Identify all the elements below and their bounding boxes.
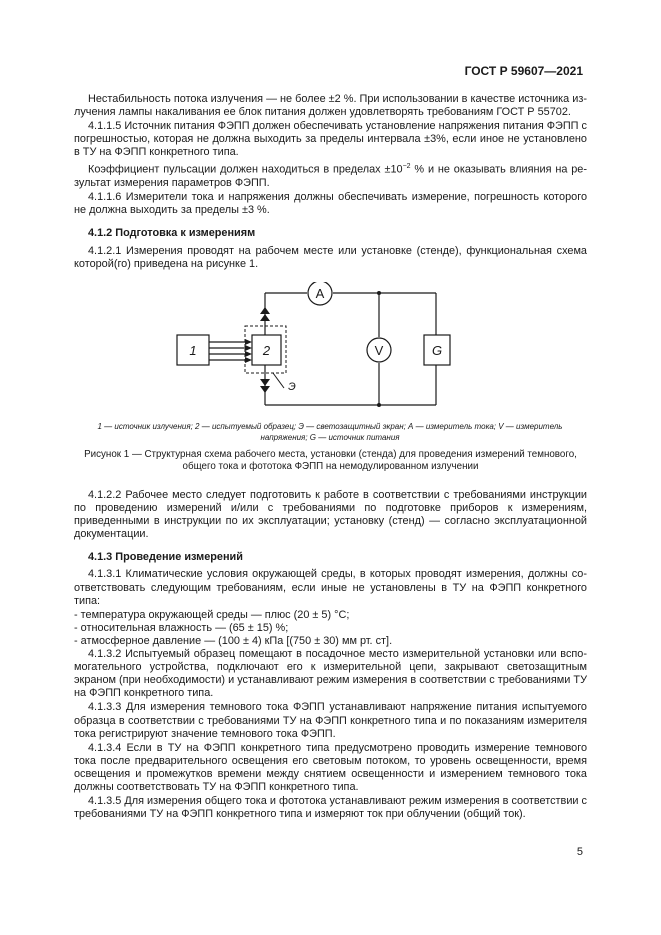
paragraph-4-1-3-2: 4.1.3.2 Испытуемый образец помещают в посадочное место измерительной установки или вспомогательного устройства, подключают его к измерительной цепи, закрывают светозащитным экраном (при необходимости) и устанавливают режим измерения в соответствии с требованиями ТУ на ФЭПП конкретного типа. [74,648,587,700]
paragraph-4-1-1-6: 4.1.1.6 Измерители тока и напряжения должны обеспечивать измерение, погрешность которого не должна выходить за пределы ±3 %. [74,191,587,217]
label-source: 1 [189,343,197,358]
figure-1-schematic [74,282,587,417]
ripple-rest: % и не оказывать влияния на результат измерения параметров ФЭПП. [74,164,587,190]
junction-bottom [377,403,381,407]
label-voltmeter: V [374,343,384,358]
junction-top [377,291,381,295]
paragraph-4-1-1-5: 4.1.1.5 Источник питания ФЭПП должен обеспечивать установление напряжения питания ФЭПП с погрешностью, которая не должна выходить за пределы интервала ±3%, если иное не установлено в ТУ на ФЭПП конкретного типа. [74,120,587,159]
label-ammeter: A [315,286,325,301]
caption-line-1: Рисунок 1 — Структурная схема рабочего места, установки (стенда) для проведения измерений темнового, [84,449,577,460]
ripple-text: Коэффициент пульсации должен находиться в пределах ±10 [88,164,403,177]
paragraph-4-1-2-1: 4.1.2.1 Измерения проводят на рабочем месте или установке (стенде), функциональная схема которой(го) приведена на рисунке 1. [74,244,587,270]
paragraph-4-1-3-4: 4.1.3.4 Если в ТУ на ФЭПП конкретного типа предусмотрено проводить измерение темнового тока после предварительного освещения его световым потоком, то уровень освещенности, время освещения и промежутков времени между снятием освещенности и измерением темнового тока должны соответствовать ТУ на ФЭПП конкретного типа. [74,741,587,793]
list-item-pressure: - атмосферное давление — (100 ± 4) кПа [(750 ± 30) мм рт. ст]. [74,634,393,647]
list-item-temperature: - температура окружающей среды — плюс (20 ± 5) °С; [74,608,350,621]
ripple-exponent: −2 [402,163,411,171]
page-number: 5 [576,846,583,858]
legend-line-1: 1 — источник излучения; 2 — испытуемый образец; Э — светозащитный экран; А — измеритель тока; V — измеритель [97,422,563,431]
circuit-diagram [74,282,587,417]
heading-4-1-3: 4.1.3 Проведение измерений [88,551,243,564]
list-item-humidity: - относительная влажность — (65 ± 15) %; [74,621,289,634]
text-block-bottom [74,489,587,822]
paragraph-ripple [74,160,587,190]
paragraph-4-1-3-5: 4.1.3.5 Для измерения общего тока и фототока устанавливают режим измерения в соответствии с требованиями ТУ на ФЭПП конкретного типа и измеряют ток при облучении (общий ток). [74,795,587,821]
label-screen: Э [288,381,296,393]
paragraph-4-1-2-2: 4.1.2.2 Рабочее место следует подготовить к работе в соответствии с требованиями инструкции по проведению измерений и/или с требованиями по подготовке приборов к измерениям, приведенными в инструкции по их эксплуатации; установку (стенд) — согласно эксплуатационной документации. [74,489,587,541]
figure-caption [74,449,587,473]
paragraph-flux-instability: Нестабильность потока излучения — не более ±2 %. При использовании в качестве источника излучения лампы накаливания ее блок питания должен удовлетворять требованиям ГОСТ Р 55702. [74,93,587,119]
paragraph-4-1-3-3: 4.1.3.3 Для измерения темнового тока ФЭПП устанавливают напряжение питания испытуемого образца в соответствии с требованиями ТУ на ФЭПП конкретного типа и по показаниям измерителя тока регистрируют значение темнового тока ФЭПП. [74,701,587,740]
legend-line-2: напряжения; G — источник питания [260,433,400,442]
document-code: ГОСТ Р 59607—2021 [464,64,583,78]
label-sample: 2 [262,343,271,358]
figure-legend [60,421,600,443]
text-block-top [74,93,587,272]
label-supply: G [431,343,443,358]
paragraph-4-1-3-1: 4.1.3.1 Климатические условия окружающей среды, в которых проводят измерения, должны соответствовать следующим требованиям, если иные не установлены в ТУ на ФЭПП конкретного типа: [74,568,587,607]
heading-4-1-2: 4.1.2 Подготовка к измерениям [88,227,256,240]
caption-line-2: общего тока и фототока ФЭПП на немодулированном излучении [182,461,479,472]
